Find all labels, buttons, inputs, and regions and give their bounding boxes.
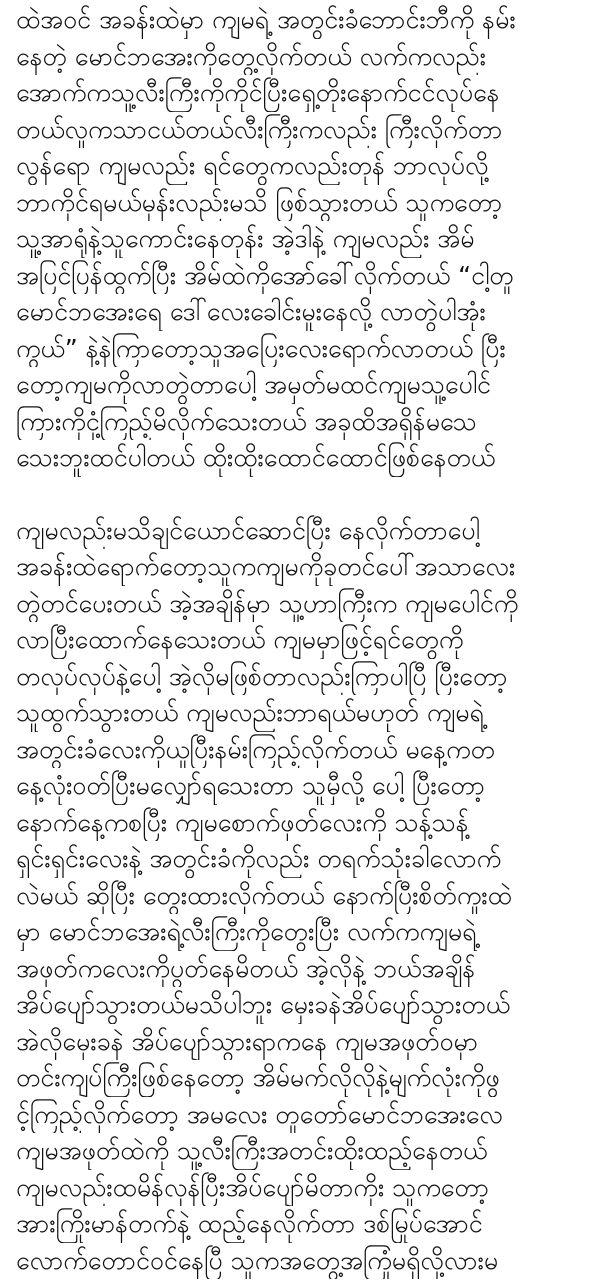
text-line: အဲလိုမှေးခနဲ အိပ်ပျော်သွားရာကနေ ကျမအဖုတ်ဝမှာ	[16, 1026, 479, 1056]
text-line: အဖုတ်ကလေးကိုပွတ်နေမိတယ် အဲ့လိုနဲ့ ဘယ်အချိန်	[16, 953, 476, 983]
text-line: မောင်ဘအေးရေ ဒေါ်လေးခေါင်းမူးနေလို့ လာတွဲပါအုံး	[16, 297, 486, 326]
text-line: တွဲတင်ပေးတယ် အဲ့အချိန်မှာ သူ့ဟာကြီးက ကျမပေါင်ကို	[16, 588, 519, 618]
text-line: နေတဲ့ မောင်ဘအေးကိုတွေ့လိုက်တယ် လက်ကလည်း	[16, 41, 486, 71]
text-line: ကျမလည်းထမိန်လှန်ပြီးအိပ်ပျော်မိတာကိုး သူကတော့	[16, 1172, 489, 1202]
text-line: မှာ မောင်ဘအေးရဲ့လီးကြီးကိုတွေးပြီး လက်ကကျမရဲ့	[16, 917, 477, 946]
text-line: ထဲအဝင် အခန်းထဲမှာ ကျမရဲ့ အတွင်းခံဘောင်းဘီကို နမ်း	[16, 5, 516, 34]
text-line: တော့ကျမကိုလာတွဲတာပေါ့ အမှတ်မထင်ကျမသူ့ပေါင်	[16, 370, 491, 399]
text-line: ကျမအဖုတ်ထဲကို သူ့လီးကြီးအတင်းထိုးထည့်နေတယ်	[16, 1136, 488, 1165]
paragraph-1	[16, 2, 590, 477]
text-line: အတွင်းခံလေးကိုယူပြီးနမ်းကြည့်လိုက်တယ် မနေ့ကတ	[16, 734, 495, 764]
text-line: သူ့အာရုံနဲ့သူကောင်းနေတုန်း အဲ့ဒါနဲ့ ကျမလည်း အိမ်	[16, 224, 475, 253]
text-line: ရှင်းရှင်းလေးနဲ့ အတွင်းခံကိုလည်း တရက်သုံးခါလောက်	[16, 844, 502, 873]
text-line: တယ်လူကသာငယ်တယ်လီးကြီးကလည်း ကြီးလိုက်တာ	[16, 114, 503, 144]
text-line: သေးဘူးထင်ပါတယ် ထိုးထိုးထောင်ထောင်ဖြစ်နေတယ်	[16, 443, 496, 472]
text-line: တင်းကျပ်ကြီးဖြစ်နေတော့ အိမ်မက်လိုလိုနဲ့မျက်လုံးကိုဖွ	[16, 1063, 500, 1092]
text-line: နေ့လုံးဝတ်ပြီးမလျှော်ရသေးတာ သူမှီလို့ ပေါ့ ပြီးတော့	[16, 771, 485, 800]
text-line: သူထွက်သွားတယ် ကျမလည်းဘာရယ်မဟုတ် ကျမရဲ့	[16, 698, 484, 727]
text-line: ကျမလည်းမသိချင်ယောင်ဆောင်ပြီး နေလိုက်တာပေါ့	[16, 515, 480, 545]
paragraph-2	[16, 513, 590, 1280]
text-line: ကြားကိုငုံ့ကြည့်မိလိုက်သေးတယ် အခုထိအရှိန်မသေ	[16, 406, 477, 436]
text-line: အခန်းထဲရောက်တော့သူကကျမကိုခုတင်ပေါ်အသာလေး	[16, 552, 516, 581]
text-line: လာပြီးထောက်နေသေးတယ် ကျမမှာဖြင့်ရင်တွေကို	[16, 625, 464, 654]
text-line: လဲမယ် ဆိုပြီး တွေးထားလိုက်တယ် နောက်ပြီးစိတ်ကူးထဲ	[16, 880, 512, 910]
text-line: အပြင်ပြန်ထွက်ပြီး အိမ်ထဲကိုအော်ခေါ်လိုက်တယ် “ငါ့တူ	[16, 260, 514, 290]
text-line: လွန်ရော ကျမလည်း ရင်တွေကလည်းတုန် ဘာလုပ်လို့	[16, 151, 489, 180]
text-line: ဘာကိုင်ရမယ်မှန်းလည်းမသိ ဖြစ်သွားတယ် သူကတော့	[16, 187, 503, 217]
text-line: တလှပ်လှပ်နဲ့ပေါ့ အဲ့လိုမဖြစ်တာလည်းကြာပါပြီ ပြီးတော့	[16, 661, 508, 691]
text-line: အောက်ကသူ့လီးကြီးကိုကိုင်ပြီးရှေ့တိုးနောက်ငင်လုပ်နေ	[16, 78, 500, 107]
text-line: င့်ကြည့်လိုက်တော့ အမလေး တူတော်မောင်ဘအေးလေ	[16, 1099, 503, 1129]
text-line: နောက်နေ့ကစပြီး ကျမစောက်ဖုတ်လေးကို သန့်သန့်	[16, 807, 469, 837]
text-line: အားကြိုးမာန်တက်နဲ့ ထည့်နေလိုက်တာ ဒစ်မြုပ်အောင်	[16, 1209, 483, 1238]
text-line: အိပ်ပျော်သွားတယ်မသိပါဘူး မှေးခနဲအိပ်ပျော်သွားတယ်	[16, 990, 510, 1019]
text-line: လောက်တောင်ဝင်နေပြီ သူကအတွေ့အကြုံမရှိလို့လားမ	[16, 1245, 499, 1275]
text-line: ကွယ်” နဲ့နဲကြာတော့သူအပြေးလေးရောက်လာတယ် ပြီး	[16, 333, 506, 363]
